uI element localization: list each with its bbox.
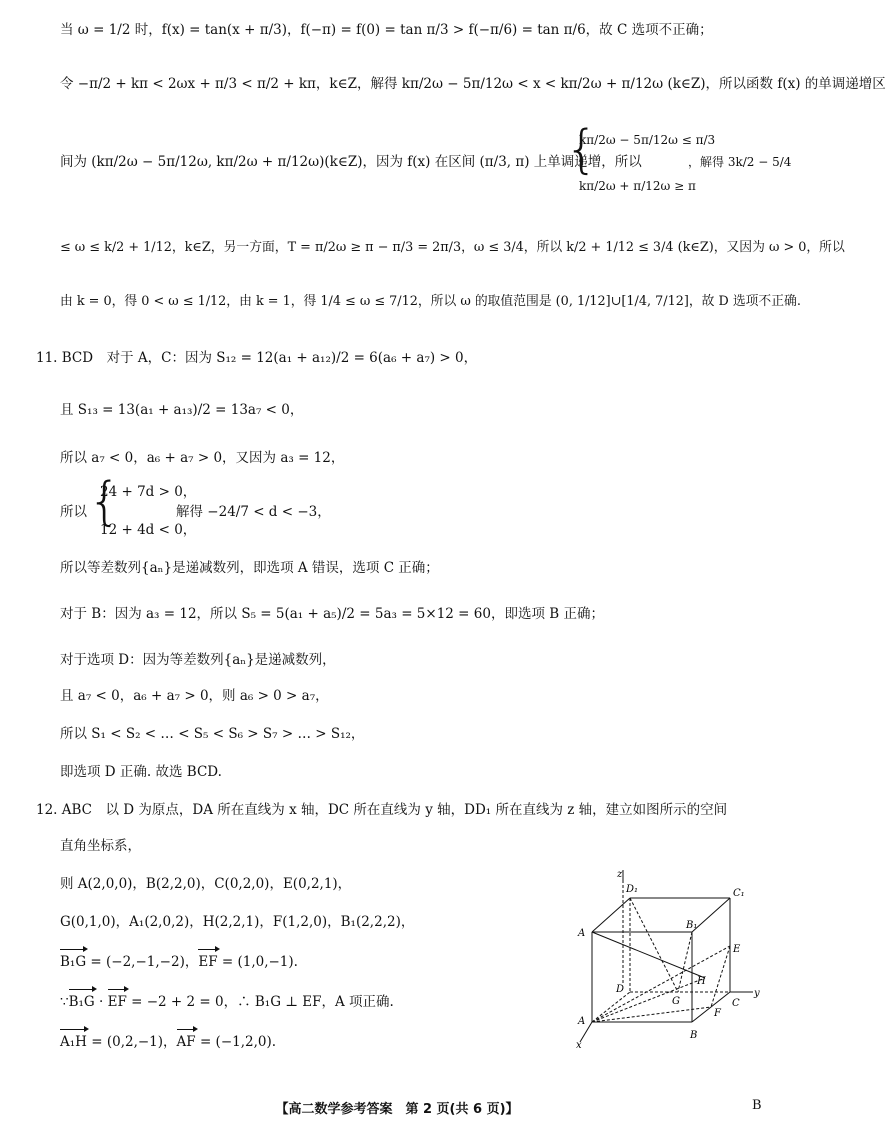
solution-line-4 bbox=[60, 238, 845, 258]
label-z: z bbox=[617, 869, 623, 880]
segment-b1-g bbox=[678, 932, 692, 992]
page-footer: 【高二数学参考答案 第 2 页(共 6 页)】 bbox=[275, 1102, 519, 1117]
q11-line-7-text: 对于选项 D：因为等差数列{aₙ}是递减数列， bbox=[60, 652, 336, 668]
vector-af: AF bbox=[176, 1034, 196, 1050]
line-3-result-text: ，解得 3k/2 − 5/4 bbox=[688, 155, 792, 169]
label-f: F bbox=[714, 1008, 721, 1019]
q11-line-9-text: 所以 S₁ < S₂ < … < S₅ < S₆ > S₇ > … > S₁₂， bbox=[60, 726, 365, 742]
q11-line-6-text: 对于 B：因为 a₃ = 12，所以 S₅ = 5(a₁ + a₅)/2 = 5a₃ = 5×12 = 60，即选项 B 正确； bbox=[60, 606, 604, 622]
label-e: E bbox=[733, 944, 741, 955]
q11-line-8-text: 且 a₇ < 0，a₆ + a₇ > 0，则 a₆ > 0 > a₇， bbox=[60, 688, 329, 704]
segment-e-f bbox=[711, 946, 730, 1007]
solution-line-3 bbox=[60, 152, 642, 172]
vector-af-value: = (−1,2,0). bbox=[195, 1034, 277, 1050]
line-5-text: 由 k = 0，得 0 < ω ≤ 1/12，由 k = 1，得 1/4 ≤ ω ≤ 7/12，所以 ω 的取值范围是 (0, 1/12]∪[1/4, 7/12]，故 D 选项不正确. bbox=[60, 294, 801, 309]
q12-heading bbox=[36, 800, 727, 820]
q12-line-5 bbox=[60, 952, 298, 972]
q11-line-8 bbox=[60, 686, 329, 706]
segment-a1-h bbox=[592, 932, 705, 978]
vector-a1h: A₁H bbox=[60, 1034, 87, 1050]
q11-line-3-text: 所以 a₇ < 0，a₆ + a₇ > 0，又因为 a₃ = 12， bbox=[60, 450, 345, 466]
vector-b1g: B₁G bbox=[60, 954, 87, 970]
q12-line-4-text: G(0,1,0)，A₁(2,0,2)，H(2,2,1)，F(1,2,0)，B₁(2,2,2)， bbox=[60, 914, 415, 930]
q11-system-label-text: 所以 bbox=[60, 504, 87, 520]
label-a1: A bbox=[578, 928, 586, 939]
q11-system-result-text: 解得 −24/7 < d < −3， bbox=[176, 504, 331, 520]
q12-line-6-rest: = −2 + 2 = 0，∴ B₁G ⊥ EF，A 项正确. bbox=[126, 994, 394, 1010]
left-brace: { bbox=[88, 472, 122, 532]
because-symbol: ∵ bbox=[60, 994, 69, 1010]
label-g: G bbox=[672, 996, 680, 1007]
q11-system-result bbox=[176, 502, 331, 522]
label-y: y bbox=[754, 988, 760, 999]
edge-b-c bbox=[692, 992, 730, 1022]
q11-heading-text: 11. BCD 对于 A，C：因为 S₁₂ = 12(a₁ + a₁₂)/2 = 6(a₆ + a₇) > 0， bbox=[36, 350, 478, 366]
q11-line-10-text: 即选项 D 正确. 故选 BCD. bbox=[60, 764, 222, 780]
q12-line-3-text: 则 A(2,0,0)，B(2,2,0)，C(0,2,0)，E(0,2,1)， bbox=[60, 876, 352, 892]
segment-d1-g bbox=[630, 898, 678, 992]
line-2-text: 令 −π/2 + kπ < 2ωx + π/3 < π/2 + kπ，k∈Z，解得 kπ/2ω − 5π/12ω < x < kπ/2ω + π/12ω (k∈Z)，所以函数 f(x) 的单调递增区 bbox=[60, 76, 886, 92]
q12-line-7 bbox=[60, 1032, 276, 1052]
version-label: B bbox=[752, 1098, 762, 1113]
edge-b1-c1 bbox=[692, 898, 730, 932]
segment-a-f bbox=[592, 1007, 711, 1022]
line-1-text: 当 ω = 1/2 时，f(x) = tan(x + π/3)，f(−π) = f(0) = tan π/3 > f(−π/6) = tan π/6，故 C 选项不正确； bbox=[60, 22, 713, 38]
q11-heading bbox=[36, 348, 477, 368]
q11-line-5 bbox=[60, 558, 439, 578]
vector-b1g: B₁G bbox=[68, 994, 95, 1010]
left-brace: { bbox=[565, 120, 599, 180]
label-a: A bbox=[578, 1016, 586, 1027]
q11-line-2-text: 且 S₁₃ = 13(a₁ + a₁₃)/2 = 13a₇ < 0， bbox=[60, 402, 304, 418]
q12-line-2 bbox=[60, 836, 141, 856]
q11-line-10 bbox=[60, 762, 222, 782]
solution-line-2 bbox=[60, 74, 886, 94]
segment-a-e bbox=[592, 946, 730, 1022]
vector-ef: EF bbox=[107, 994, 127, 1010]
vector-ef-value: = (1,0,−1). bbox=[217, 954, 298, 970]
solution-line-1 bbox=[60, 20, 713, 40]
q11-line-6 bbox=[60, 604, 604, 624]
q11-system-label bbox=[60, 502, 87, 522]
vector-ef: EF bbox=[198, 954, 218, 970]
solution-line-5 bbox=[60, 292, 801, 312]
label-c: C bbox=[732, 998, 740, 1009]
cube-figure bbox=[568, 866, 768, 1052]
label-d: D bbox=[616, 984, 625, 995]
system-row-2: kπ/2ω + π/12ω ≥ π bbox=[579, 179, 696, 193]
label-b: B bbox=[690, 1030, 698, 1041]
q12-heading-text: 12. ABC 以 D 为原点，DA 所在直线为 x 轴，DC 所在直线为 y 轴，DD₁ 所在直线为 z 轴，建立如图所示的空间 bbox=[36, 802, 728, 818]
solution-line-3-result bbox=[688, 152, 791, 172]
line-3-text: 间为 (kπ/2ω − 5π/12ω, kπ/2ω + π/12ω)(k∈Z)，因为 f(x) 在区间 (π/3, π) 上单调递增，所以 bbox=[60, 154, 642, 170]
q12-line-3 bbox=[60, 874, 351, 894]
dot-operator: · bbox=[94, 994, 108, 1010]
label-b1: B₁ bbox=[686, 920, 698, 931]
system-row-1: 24 + 7d > 0， bbox=[100, 484, 197, 500]
q11-line-9 bbox=[60, 724, 364, 744]
segment-a-h bbox=[592, 978, 705, 1022]
vector-b1g-value: = (−2,−1,−2)， bbox=[86, 954, 199, 970]
q11-line-7 bbox=[60, 650, 336, 670]
q12-line-6 bbox=[60, 992, 394, 1012]
line-4-text: ≤ ω ≤ k/2 + 1/12，k∈Z，另一方面，T = π/2ω ≥ π − π/3 = 2π/3，ω ≤ 3/4，所以 k/2 + 1/12 ≤ 3/4 (k∈Z)，又因为 ω > 0，所以 bbox=[60, 240, 845, 255]
q11-line-2 bbox=[60, 400, 303, 420]
edge-a1-d1 bbox=[592, 898, 630, 932]
q11-line-5-text: 所以等差数列{aₙ}是递减数列，即选项 A 错误，选项 C 正确； bbox=[60, 560, 439, 576]
q12-line-4 bbox=[60, 912, 414, 932]
q12-line-2-text: 直角坐标系， bbox=[60, 838, 141, 854]
vector-a1h-value: = (0,2,−1)， bbox=[86, 1034, 177, 1050]
system-row-1: kπ/2ω − 5π/12ω ≤ π/3 bbox=[579, 133, 716, 147]
label-x: x bbox=[576, 1040, 582, 1051]
label-c1: C₁ bbox=[733, 888, 745, 899]
label-d1: D₁ bbox=[626, 884, 639, 895]
system-row-2: 12 + 4d < 0， bbox=[100, 522, 197, 538]
label-h: H bbox=[697, 976, 706, 987]
q11-line-3 bbox=[60, 448, 344, 468]
